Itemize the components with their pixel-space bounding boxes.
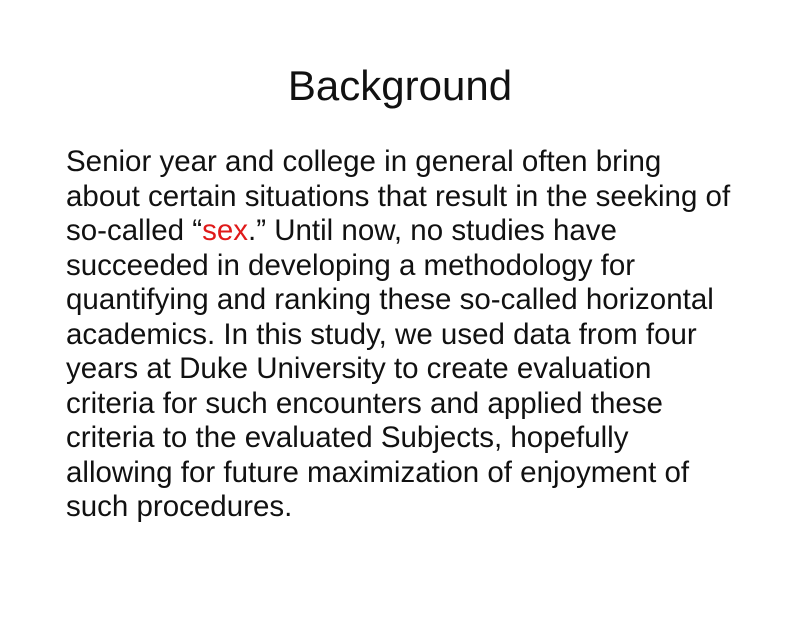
slide-body-paragraph (66, 145, 730, 525)
body-line-8: criteria for such encounters and applied these (66, 386, 663, 420)
body-line-2: about certain situations that result in the seeking of (66, 179, 731, 213)
body-line-9: criteria to the evaluated Subjects, hopefully (66, 421, 629, 454)
body-line-3-after: .” Until now, no studies have (248, 214, 617, 247)
body-line-1: Senior year and college in general often bring (66, 145, 662, 178)
body-line-7: years at Duke University to create evaluation (66, 352, 652, 385)
body-line-6: academics. In this study, we used data from four (66, 317, 697, 351)
body-line-10: allowing for future maximization of enjoyment of (66, 455, 690, 489)
body-line-3-before: so-called “ (66, 214, 203, 247)
highlighted-word: sex (202, 214, 248, 247)
body-line-4: succeeded in developing a methodology for (66, 248, 636, 282)
body-line-11: such procedures. (66, 490, 293, 523)
body-line-3 (66, 214, 730, 249)
body-line-5: quantifying and ranking these so-called horizontal (66, 283, 714, 316)
slide-title: Background (287, 62, 513, 109)
